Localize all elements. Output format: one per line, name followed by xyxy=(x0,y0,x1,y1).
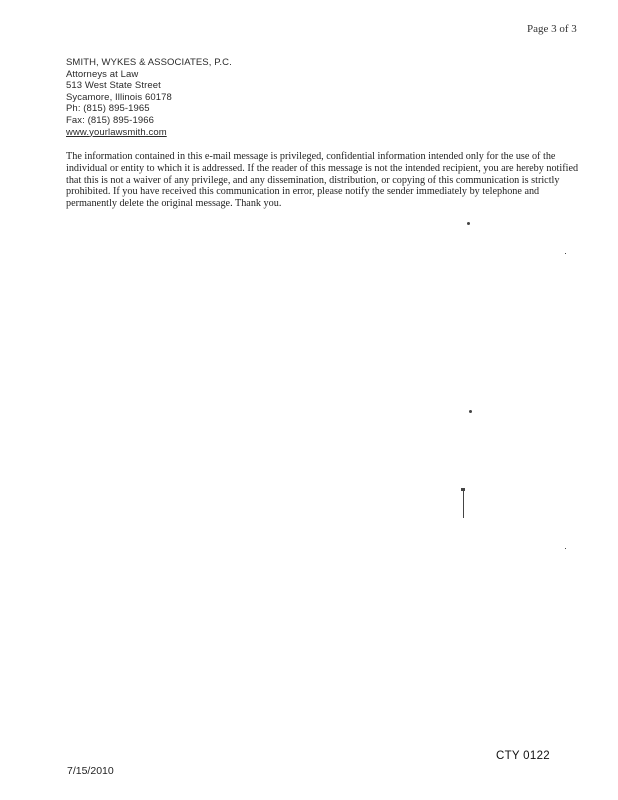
scan-speck xyxy=(461,488,465,491)
firm-website-link[interactable]: www.yourlawsmith.com xyxy=(66,126,167,138)
firm-fax: Fax: (815) 895-1966 xyxy=(66,114,154,126)
scan-speck xyxy=(467,222,470,225)
scan-speck xyxy=(565,253,566,254)
document-id: CTY 0122 xyxy=(496,750,550,762)
signature-block xyxy=(66,57,306,138)
firm-city: Sycamore, Illinois 60178 xyxy=(66,91,172,103)
firm-name: SMITH, WYKES & ASSOCIATES, P.C. xyxy=(66,57,232,68)
firm-title: Attorneys at Law xyxy=(66,68,139,80)
firm-street: 513 West State Street xyxy=(66,80,161,92)
page-number: Page 3 of 3 xyxy=(527,23,577,35)
scan-speck xyxy=(469,410,472,413)
scan-speck xyxy=(565,548,566,549)
scan-mark xyxy=(463,488,464,518)
print-date: 7/15/2010 xyxy=(67,765,114,777)
firm-phone: Ph: (815) 895-1965 xyxy=(66,103,150,115)
confidentiality-disclaimer: The information contained in this e-mail message is privileged, confidential information intended only for the use of the individual or entity to which it is addressed. If the reader of this message is not the intended recipient, you are hereby notified that this is not a waiver of any privilege, and any dissemination, distribution, or copying of this communication is strictly prohibited. If you have received this communication in error, please notify the sender immediately by telephone and permanently delete the original message. Thank you. xyxy=(66,151,579,210)
